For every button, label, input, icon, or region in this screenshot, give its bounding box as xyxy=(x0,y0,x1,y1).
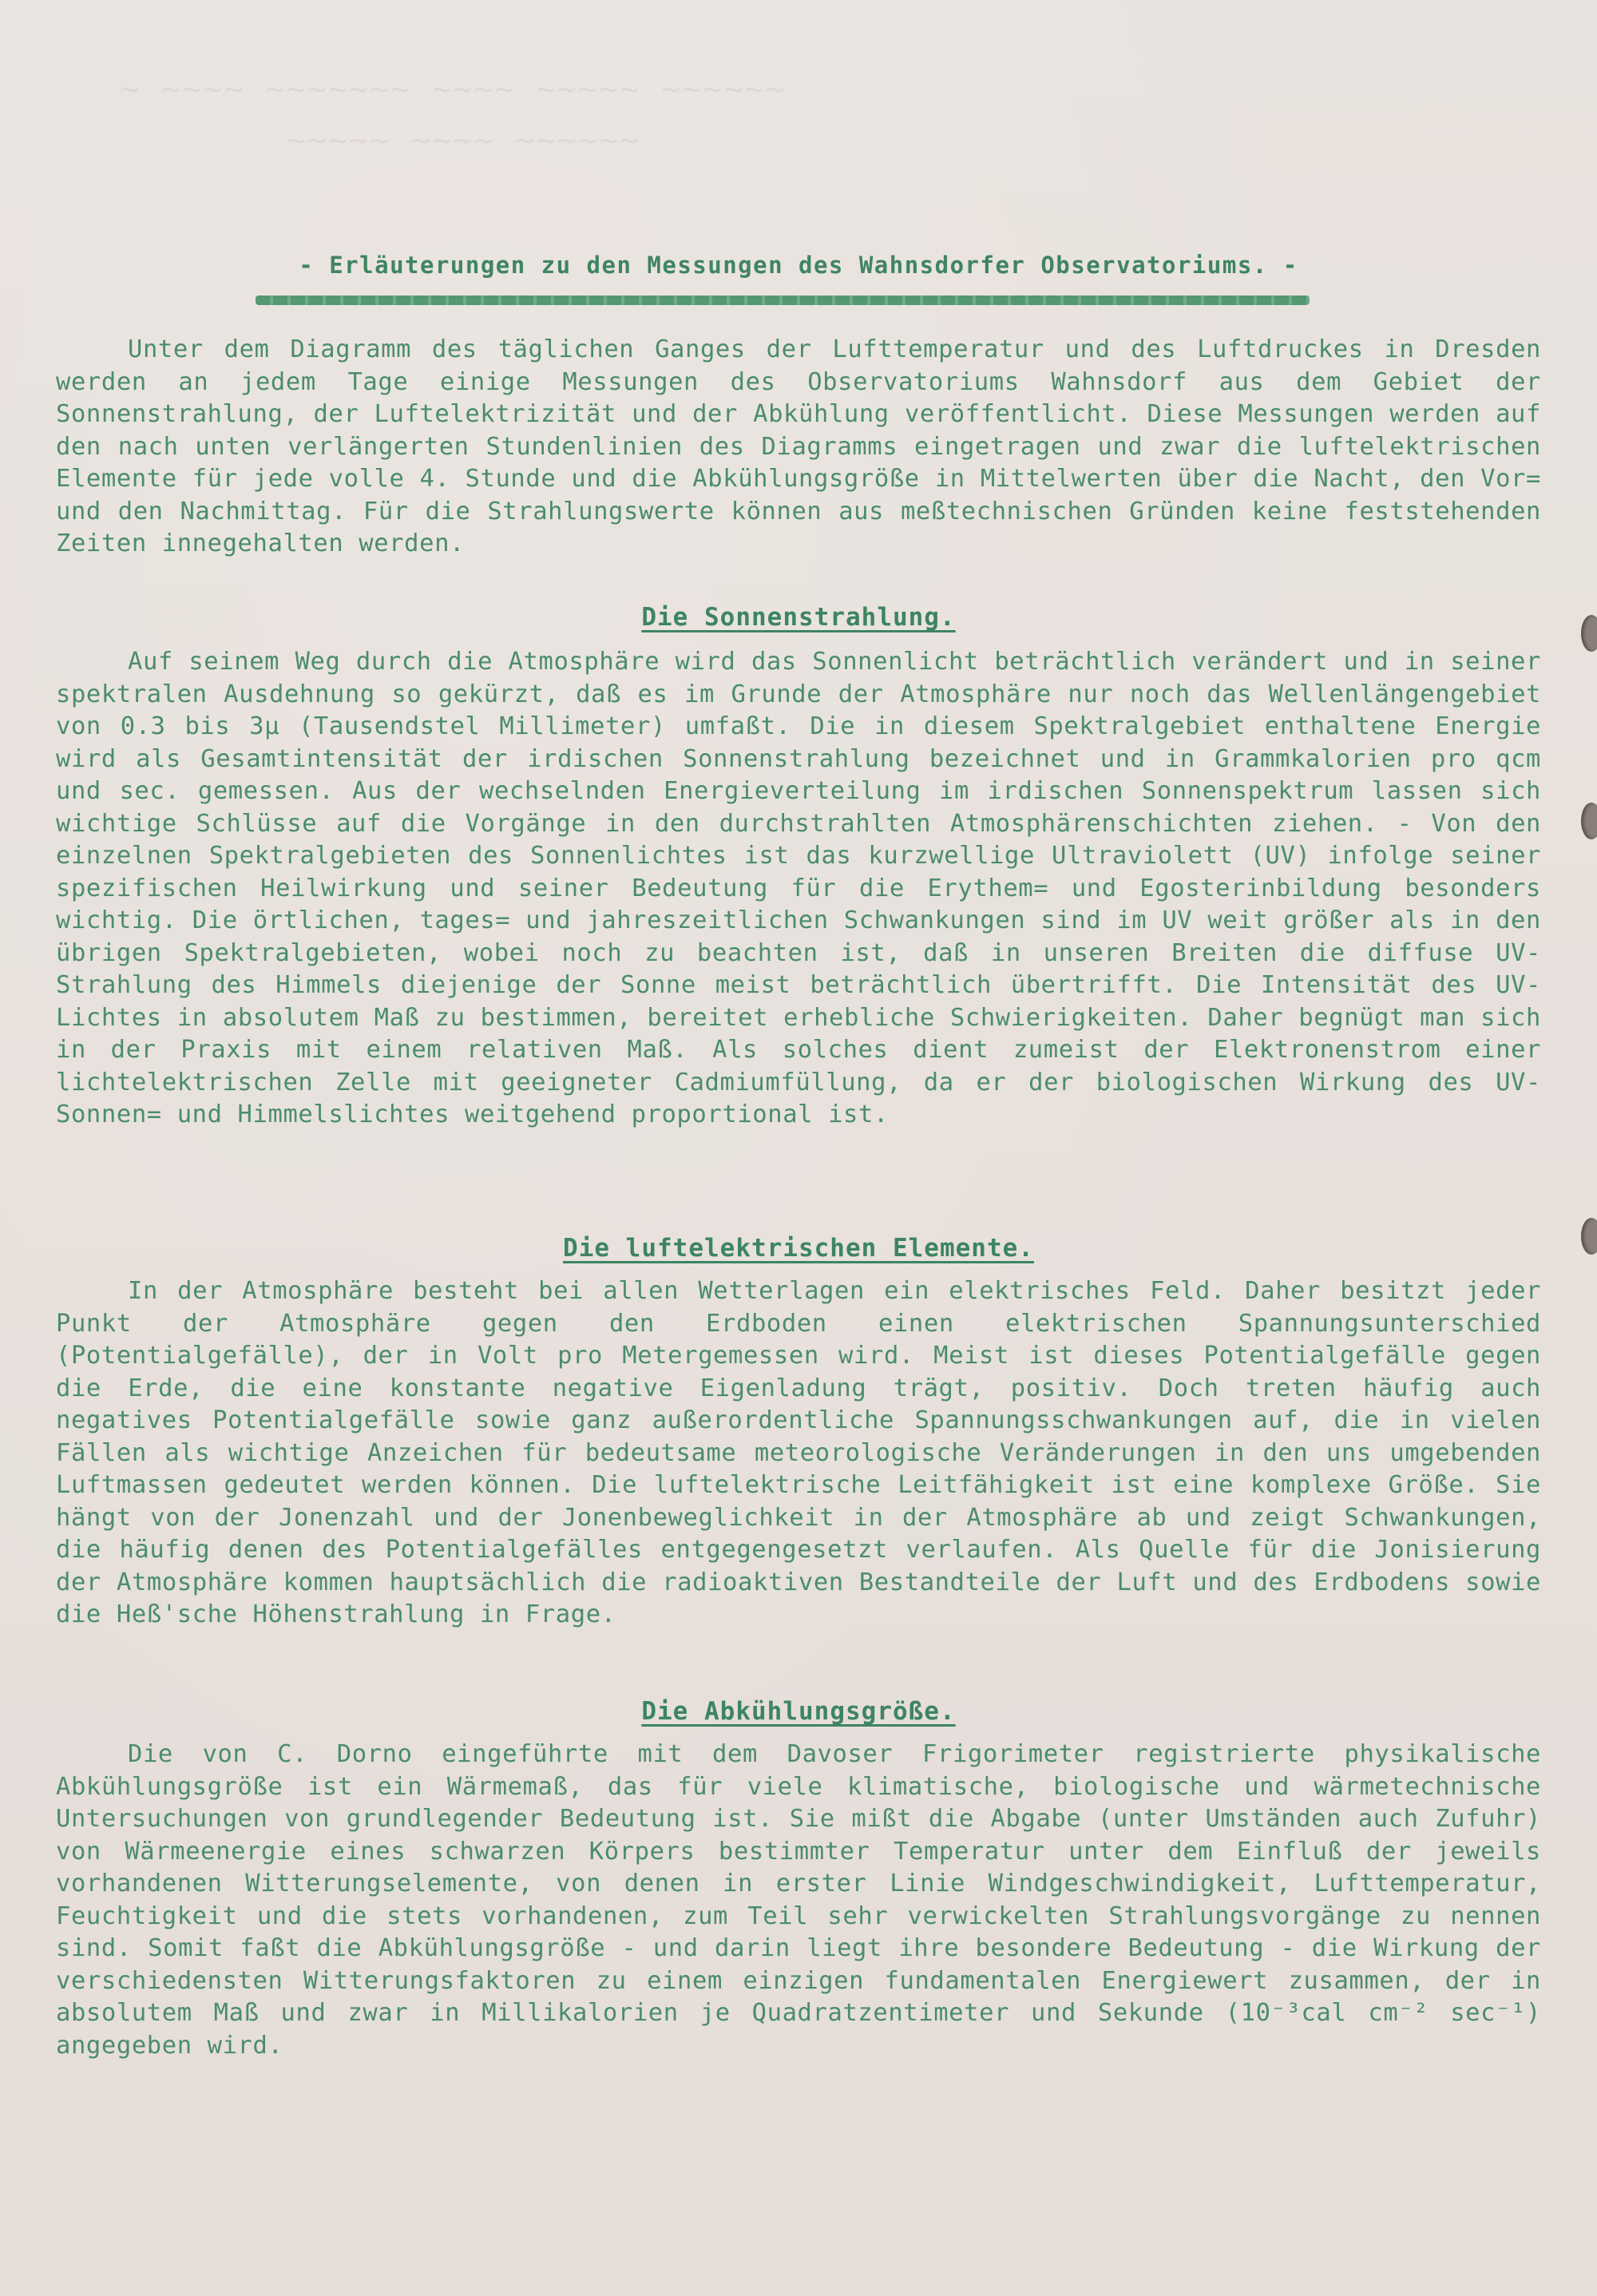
section-abkuehlung xyxy=(56,1697,1541,2062)
title-underline xyxy=(256,295,1310,305)
punch-hole xyxy=(1581,1218,1597,1255)
section-paragraph: Auf seinem Weg durch die Atmosphäre wird das Sonnenlicht beträchtlich verändert und in seiner spektralen Ausdehnung so gekürzt, daß es im Grunde der Atmosphäre nur noch das Wellenlängengebiet von 0.3 bis 3μ (Tausendstel Millimeter) umfaßt. Die in diesem Spektralgebiet enthaltene Energie wird als Gesamtintensität der irdischen Sonnenstrahlung bezeichnet und in Grammkalorien pro qcm und sec. gemessen. Aus der wechselnden Energieverteilung im irdischen Sonnenspektrum lassen sich wichtige Schlüsse auf die Vorgänge in den durchstrahlten Atmosphärenschichten ziehen. - Von den einzelnen Spektralgebieten des Sonnenlichtes ist das kurzwellige Ultraviolett (UV) infolge seiner spezifischen Heilwirkung und seiner Bedeutung für die Erythem= und Egosterinbildung besonders wichtig. Die örtlichen, tages= und jahreszeitlichen Schwankungen sind im UV weit größer als in den übrigen Spektralgebieten, wobei noch zu beachten ist, daß in unseren Breiten die diffuse UV-Strahlung des Himmels diejenige der Sonne meist beträchtlich übertrifft. Die Intensität des UV-Lichtes in absolutem Maß zu bestimmen, bereitet erhebliche Schwierigkeiten. Daher begnügt man sich in der Praxis mit einem relativen Maß. Als solches dient zumeist der Elektronenstrom einer lichtelektrischen Zelle mit geeigneter Cadmiumfüllung, da er der biologischen Wirkung des UV-Sonnen= und Himmelslichtes weitgehend proportional ist. xyxy=(56,648,1541,1128)
intro-paragraph: Unter dem Diagramm des täglichen Ganges der Lufttemperatur und des Luftdruckes in Dresden werden an jedem Tage einige Messungen des Observatoriums Wahnsdorf aus dem Gebiet der Sonnenstrahlung, der Luftelektrizität und der Abkühlung veröffentlicht. Diese Messungen werden auf den nach unten verlängerten Stundenlinien des Diagramms eingetragen und zwar die luftelektrischen Elemente für jede volle 4. Stunde und die Abkühlungsgröße in Mittelwerten über die Nacht, den Vor= und den Nachmittag. Für die Strahlungswerte können aus meßtechnischen Gründen keine feststehenden Zeiten innegehalten werden. xyxy=(56,335,1541,557)
intro-block xyxy=(56,334,1541,561)
section-luftelektrik xyxy=(56,1234,1541,1632)
punch-hole xyxy=(1581,615,1597,652)
section-heading: Die Abkühlungsgröße. xyxy=(641,1697,956,1726)
section-paragraph: Die von C. Dorno eingeführte mit dem Davoser Frigorimeter registrierte physikalische Abkühlungsgröße ist ein Wärmemaß, das für viele klimatische, biologische und wärmetechnische Untersuchungen von grundlegender Bedeutung ist. Sie mißt die Abgabe (unter Umständen auch Zufuhr) von Wärmeenergie eines schwarzen Körpers bestimmter Temperatur unter dem Einfluß der jeweils vorhandenen Witterungselemente, von denen in erster Linie Windgeschwindigkeit, Lufttemperatur, Feuchtigkeit und die stets vorhandenen, zum Teil sehr verwickelten Strahlungsvorgänge zu nennen sind. Somit faßt die Abkühlungsgröße - und darin liegt ihre besondere Bedeutung - die Wirkung der verschiedensten Witterungsfaktoren zu einem einzigen fundamentalen Energiewert zusammen, der in absolutem Maß und zwar in Millikalorien je Quadratzentimeter und Sekunde (10⁻³cal cm⁻² sec⁻¹) angegeben wird. xyxy=(56,1740,1541,2060)
faded-backside-print: ~ ~~~~ ~~~~~~~ ~~~~ ~~~~~ ~~~~~~ ~~~~~ ~~~~ ~~~~~~ xyxy=(120,71,787,159)
section-paragraph: In der Atmosphäre besteht bei allen Wetterlagen ein elektrisches Feld. Daher besitzt jeder Punkt der Atmosphäre gegen den Erdboden einen elektrischen Spannungsunterschied (Potentialgefälle), der in Volt pro Metergemessen wird. Meist ist dieses Potentialgefälle gegen die Erde, die eine konstante negative Eigenladung trägt, positiv. Doch treten häufig auch negatives Potentialgefälle sowie ganz außerordentliche Spannungsschwankungen auf, die in vielen Fällen als wichtige Anzeichen für bedeutsame meteorologische Veränderungen in den uns umgebenden Luftmassen gedeutet werden können. Die luftelektrische Leitfähigkeit ist eine komplexe Größe. Sie hängt von der Jonenzahl und der Jonenbeweglichkeit in der Atmosphäre ab und zeigt Schwankungen, die häufig denen des Potentialgefälles entgegengesetzt verlaufen. Als Quelle für die Jonisierung der Atmosphäre kommen hauptsächlich die radioaktiven Bestandteile der Luft und des Erdbodens sowie die Heß'sche Höhenstrahlung in Frage. xyxy=(56,1277,1541,1628)
section-sonnenstrahlung xyxy=(56,603,1541,1132)
section-heading: Die luftelektrischen Elemente. xyxy=(563,1234,1034,1263)
document-title: - Erläuterungen zu den Messungen des Wahnsdorfer Observatoriums. - xyxy=(299,252,1298,279)
punch-hole xyxy=(1581,803,1597,839)
section-heading: Die Sonnenstrahlung. xyxy=(641,603,956,632)
